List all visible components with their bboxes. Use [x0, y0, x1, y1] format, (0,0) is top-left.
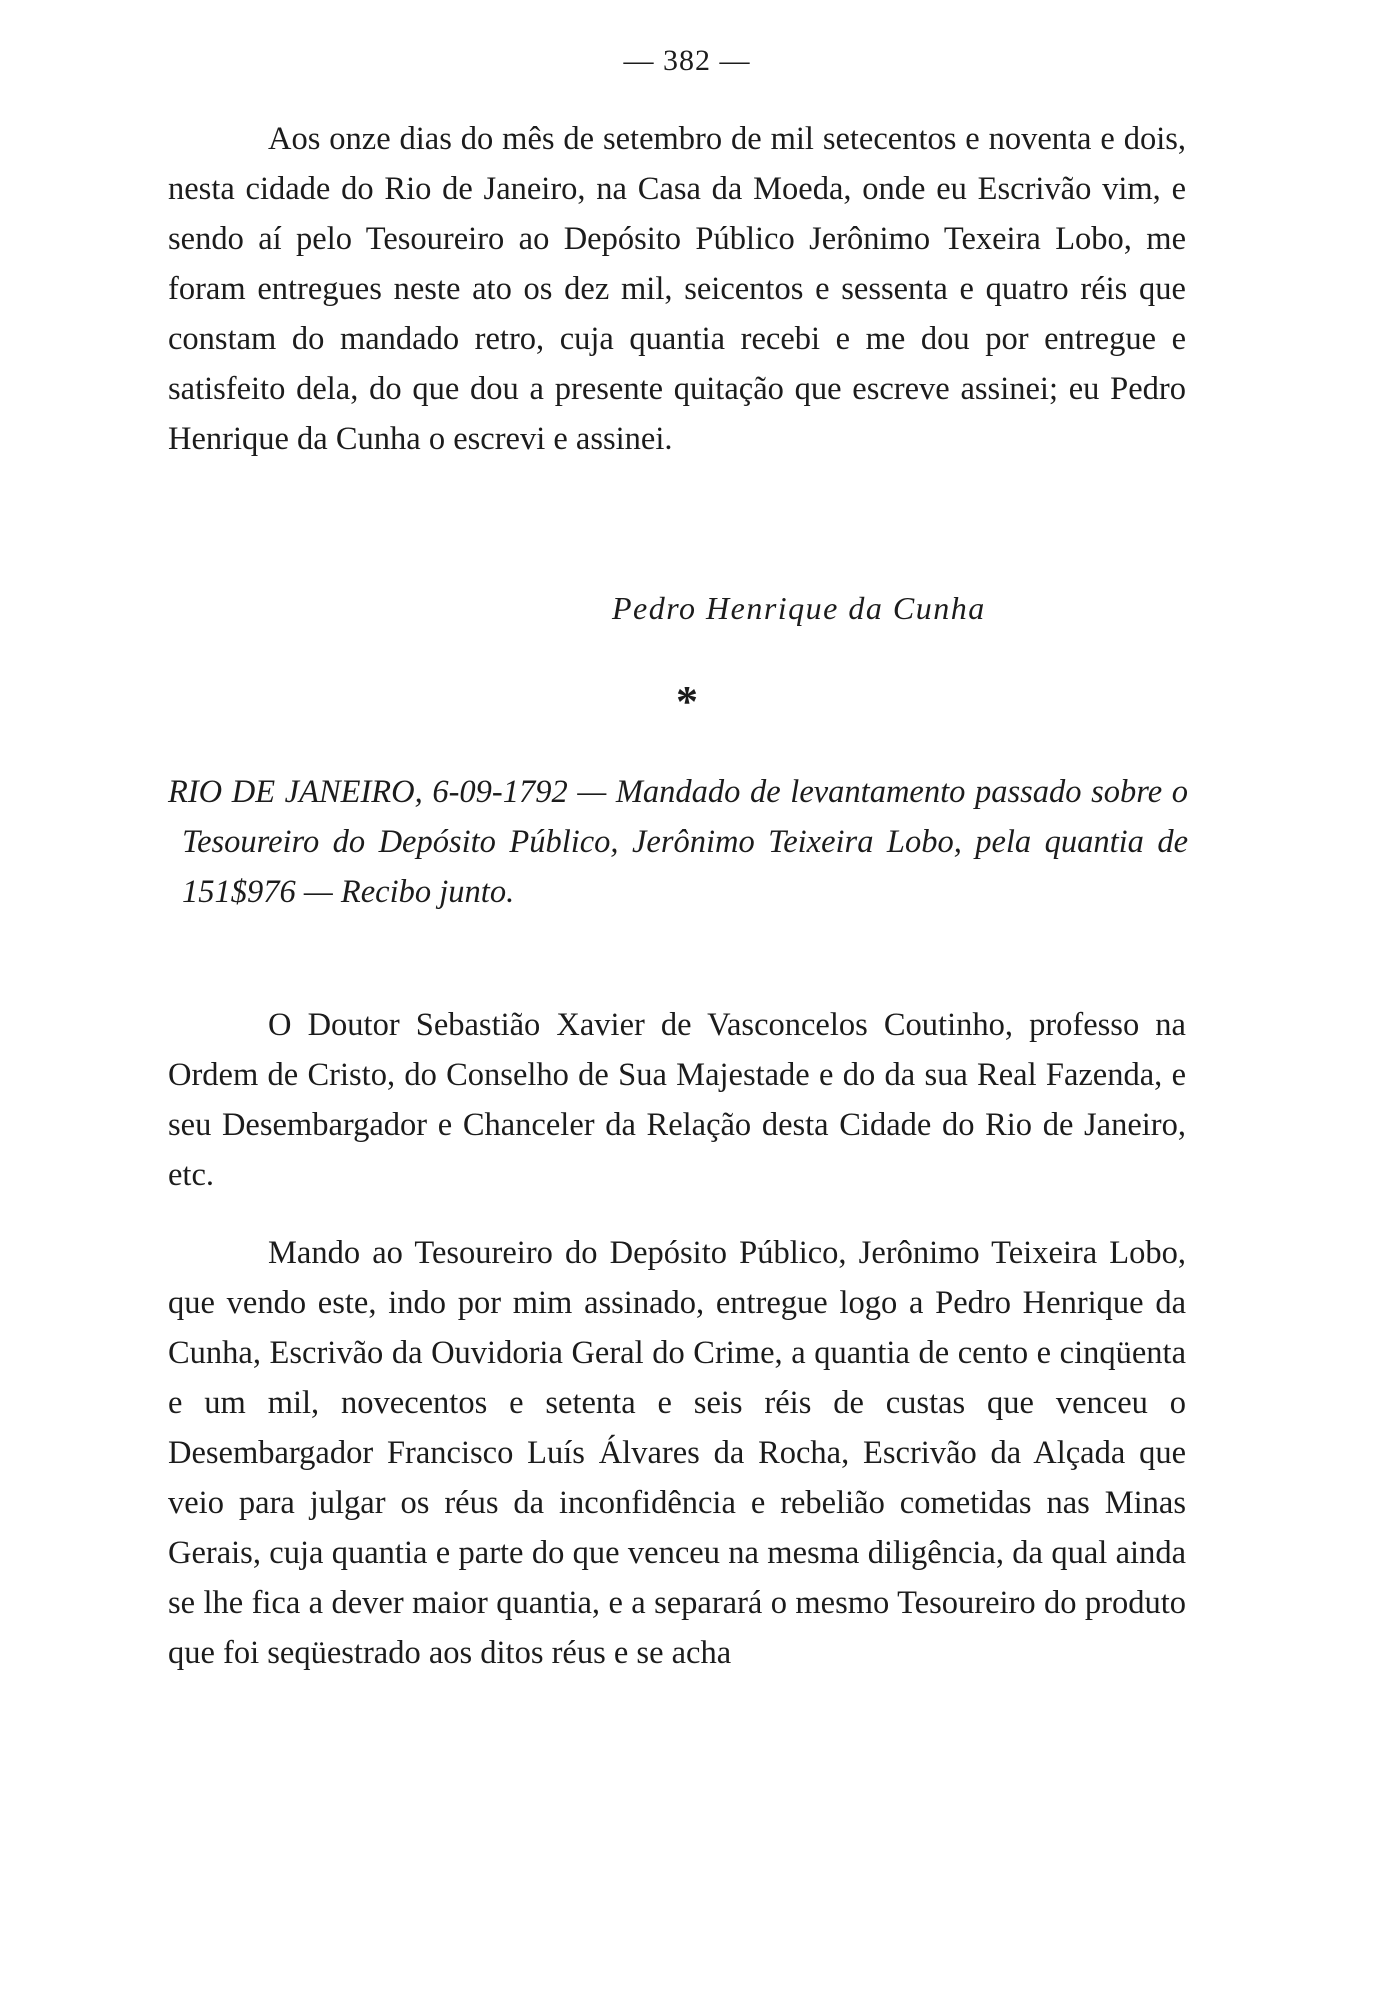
page-number: — 382 — — [623, 44, 751, 77]
section-separator: * — [676, 677, 698, 726]
paragraph-text: Aos onze dias do mês de setembro de mil setecentos e noventa e dois, nesta cidade do Rio de Janeiro, na Casa da Moeda, onde eu Escrivão vim, e sendo aí pelo Tesoureiro ao Depósito Público Jerônimo Texeira Lobo, me foram entregues neste ato os dez mil, seicentos e sessenta e quatro réis que constam do mandado retro, cuja quantia recebi e me dou por entregue e satisfeito dela, do que dou a presente quitação que escreve assinei; eu Pedro Henrique da Cunha o escrevi e assinei. — [168, 121, 1186, 457]
signature: Pedro Henrique da Cunha — [612, 590, 986, 626]
preamble-paragraph — [168, 1000, 1186, 1200]
paragraph-text: Mando ao Tesoureiro do Depósito Público, Jerônimo Teixeira Lobo, que vendo este, indo por mim assinado, entregue logo a Pedro Henrique da Cunha, Escrivão da Ouvidoria Geral do Crime, a quantia de cento e cinqüenta e um mil, novecentos e setenta e seis réis de custas que venceu o Desembargador Francisco Luís Álvares da Rocha, Escrivão da Alçada que veio para julgar os réus da inconfidência e rebelião cometidas nas Minas Gerais, cuja quantia e parte do que venceu na mesma diligência, da qual ainda se lhe fica a dever maior quantia, e a separará o mesmo Tesoureiro do produto que foi seqüestrado aos ditos réus e se acha — [168, 1235, 1186, 1671]
document-heading — [168, 767, 1188, 917]
order-paragraph — [168, 1228, 1186, 1678]
heading-text: RIO DE JANEIRO, 6-09-1792 — Mandado de levantamento passado sobre o Tesoureiro do Depósito Público, Jerônimo Teixeira Lobo, pela quantia de 151$976 — Recibo junto. — [168, 774, 1188, 910]
receipt-paragraph — [168, 114, 1186, 464]
paragraph-text: O Doutor Sebastião Xavier de Vasconcelos Coutinho, professo na Ordem de Cristo, do Conselho de Sua Majestade e do da sua Real Fazenda, e seu Desembargador e Chanceler da Relação desta Cidade do Rio de Janeiro, etc. — [168, 1007, 1186, 1193]
